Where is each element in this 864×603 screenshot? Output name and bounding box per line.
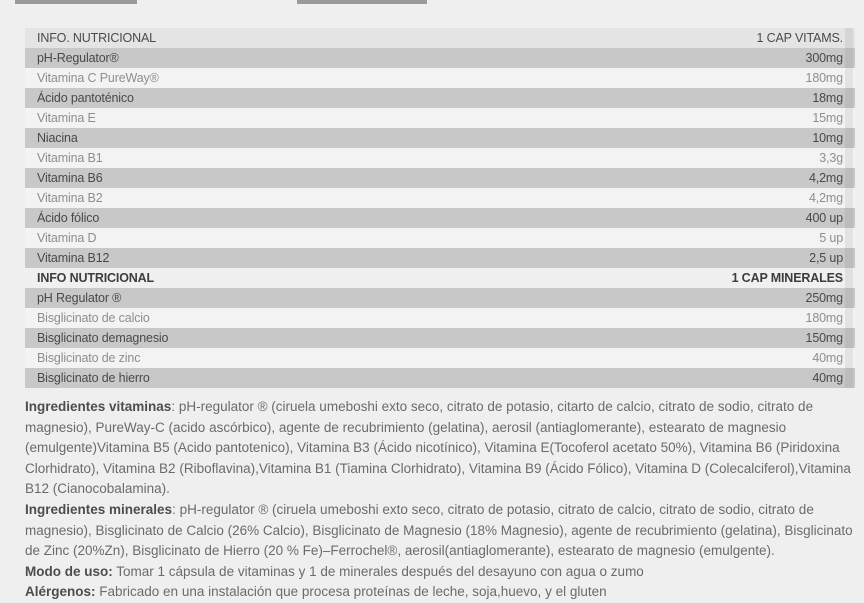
paragraph-text: : pH-regulator ® (ciruela umeboshi exto seco, citrato de potasio, citrato de calcio, citrato de sodio, citrato de magnesio), Bisglicinato de Calcio (26% Calcio), Bisglicinato de Magnesio (18% Magnesio), agente de recubrimiento (gelatina), Bisglicinato de Zinc (20%Zn), Bisglicinato de Hierro (20 % Fe)–Ferrochel®, aerosil(antiaglomerante), estearato de magnesio (emulgente). (25, 501, 853, 559)
nutrient-name: pH Regulator ® (37, 291, 122, 305)
nutrient-amount: 4,2mg (809, 191, 843, 205)
nutrient-amount: 180mg (805, 71, 843, 85)
nutrient-amount: 18mg (812, 91, 843, 105)
nutrient-name: Vitamina C PureWay® (37, 71, 159, 85)
nutrient-name: Vitamina B12 (37, 251, 110, 265)
nutrient-amount: 300mg (805, 51, 843, 65)
nutrient-name: Vitamina B1 (37, 151, 103, 165)
nutrient-name: Vitamina D (37, 231, 97, 245)
nutrient-name: Bisglicinato de calcio (37, 311, 150, 325)
nutrient-name: Bisglicinato de zinc (37, 351, 141, 365)
tab-fragment-right[interactable] (297, 0, 427, 4)
table-row (25, 328, 855, 348)
nutrient-amount: 15mg (812, 111, 843, 125)
nutrient-amount: 250mg (805, 291, 843, 305)
nutrient-amount: 40mg (812, 351, 843, 365)
table-row (25, 188, 855, 208)
nutrient-name: pH-Regulator® (37, 51, 119, 65)
paragraph-label: Ingredientes vitaminas (25, 399, 172, 414)
ingredients-vitamins-paragraph (25, 397, 857, 500)
ingredients-info (25, 397, 857, 603)
usage-paragraph (25, 562, 857, 583)
section-title: INFO NUTRICIONAL (37, 271, 155, 285)
table-row (25, 308, 855, 328)
table-right-edge-shade (845, 28, 853, 388)
nutrient-amount: 10mg (812, 131, 843, 145)
tab-fragment-left[interactable] (15, 0, 137, 4)
nutrient-amount: 400 up (805, 211, 843, 225)
nutrient-name: Vitamina B2 (37, 191, 103, 205)
nutrient-name: Bisglicinato de hierro (37, 371, 150, 385)
nutrient-name: Bisglicinato demagnesio (37, 331, 169, 345)
table-row (25, 148, 855, 168)
ingredients-minerals-paragraph (25, 500, 857, 562)
serving-label: 1 CAP VITAMS. (756, 31, 843, 45)
table-row (25, 108, 855, 128)
nutrient-name: Vitamina B6 (37, 171, 103, 185)
paragraph-label: Alérgenos: (25, 584, 96, 600)
paragraph-text: Tomar 1 cápsula de vitaminas y 1 de minerales después del desayuno con agua o zumo (112, 563, 644, 579)
vitamins-header-row (25, 28, 855, 48)
table-row (25, 168, 855, 188)
nutrient-amount: 40mg (812, 371, 843, 385)
table-row (25, 368, 855, 388)
table-row (25, 248, 855, 268)
table-row (25, 48, 855, 68)
section-title: INFO. NUTRICIONAL (37, 31, 156, 45)
nutrient-amount: 5 up (819, 231, 843, 245)
paragraph-text: : pH-regulator ® (ciruela umeboshi exto seco, citrato de potasio, citarto de calcio, citrato de sodio, citrato de magnesio), PureWay-C (acido ascórbico), agente de recubrimiento (gelatina), aerosil (antiaglomerante), estearato de magnesio (emulgente)Vitamina B5 (Acido pantotenico), Vitamina B3 (Ácido nicotínico), Vitamina E(Tocoferol acetato 50%), Vitamina B6 (Piridoxina Clorhidrato), Vitamina B2 (Riboflavina),Vitamina B1 (Tiamina Clorhidrato), Vitamina B9 (Ácido Fólico), Vitamina D (Colecalciferol),Vitamina B12 (Cianocobalamina). (25, 399, 851, 497)
paragraph-text: Fabricado en una instalación que procesa proteínas de leche, soja,huevo, y el gluten (95, 584, 607, 600)
table-row (25, 128, 855, 148)
table-row (25, 88, 855, 108)
serving-label: 1 CAP MINERALES (731, 271, 843, 285)
nutrient-name: Niacina (37, 131, 78, 145)
table-row (25, 208, 855, 228)
nutrient-name: Ácido fólico (37, 211, 100, 225)
allergens-paragraph (25, 582, 857, 603)
table-row (25, 68, 855, 88)
nutrient-amount: 4,2mg (809, 171, 843, 185)
nutrient-amount: 180mg (805, 311, 843, 325)
paragraph-label: Modo de uso: (25, 563, 113, 579)
minerals-header-row (25, 268, 855, 288)
nutrient-amount: 3,3g (819, 151, 843, 165)
nutrient-name: Ácido pantoténico (37, 91, 134, 105)
table-row (25, 288, 855, 308)
table-row (25, 228, 855, 248)
nutrient-name: Vitamina E (37, 111, 96, 125)
nutrient-amount: 2,5 up (809, 251, 843, 265)
nutrition-table (25, 28, 855, 388)
nutrient-amount: 150mg (805, 331, 843, 345)
table-row (25, 348, 855, 368)
paragraph-label: Ingredientes minerales (25, 501, 173, 517)
